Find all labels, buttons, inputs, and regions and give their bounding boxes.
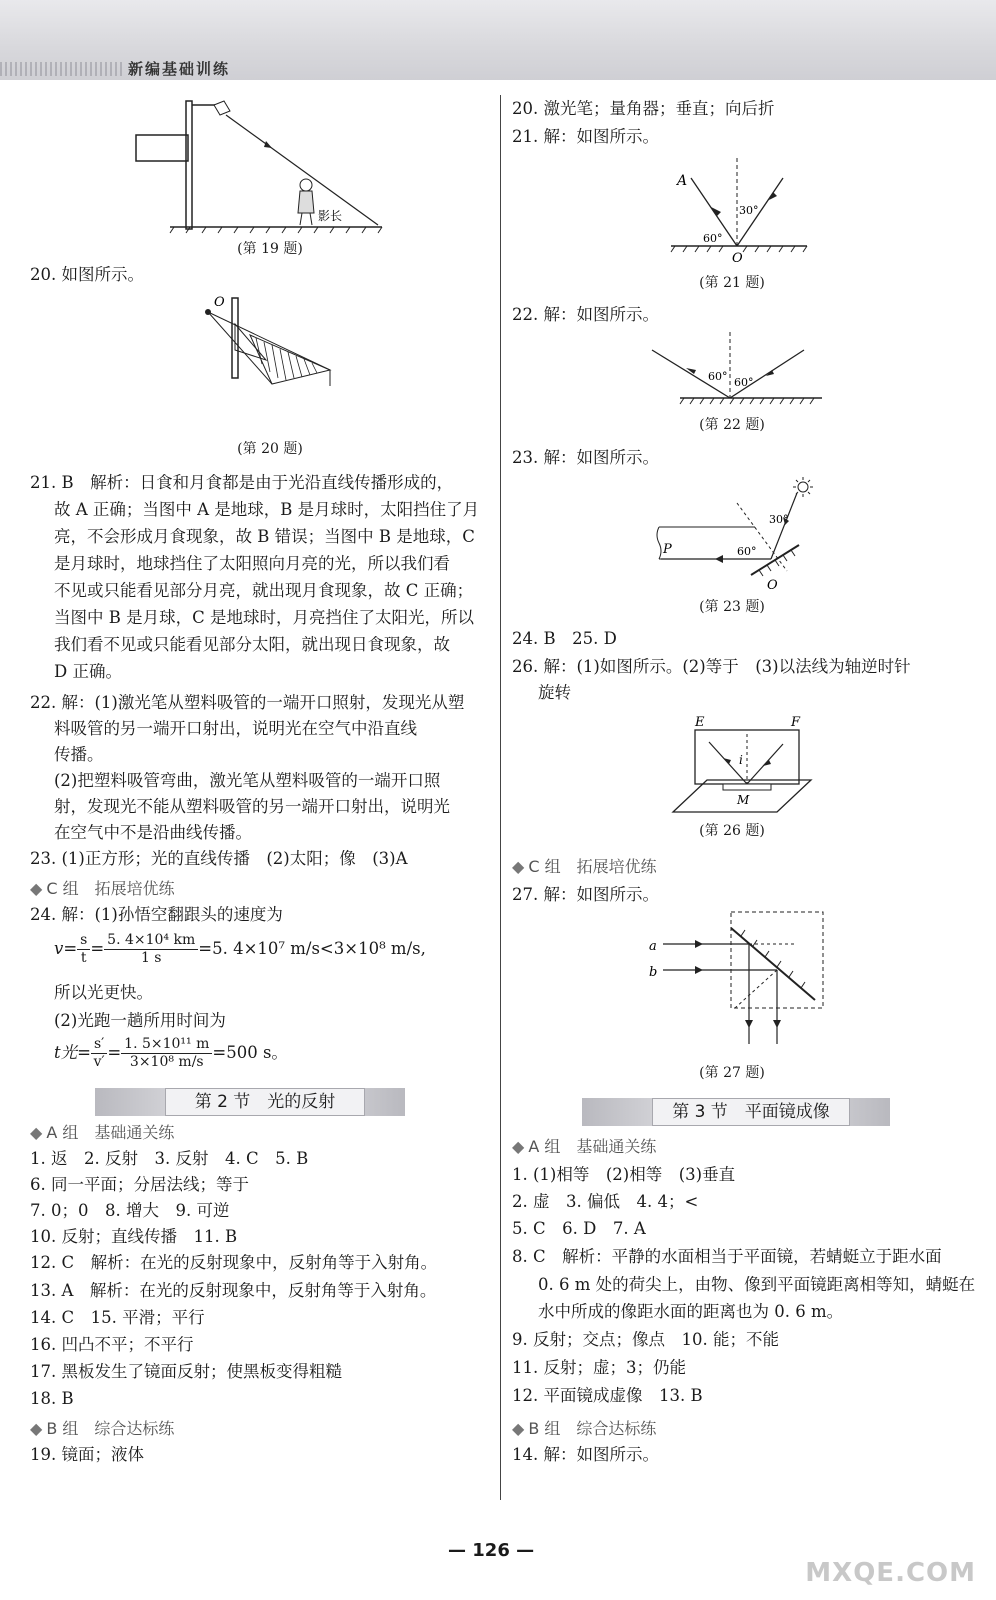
diamond-icon: ◆ xyxy=(512,1137,525,1156)
page-number: — 126 — xyxy=(448,1540,535,1561)
right-q27: 27. 解：如图所示。 xyxy=(512,885,659,904)
right-q14: 14. 解：如图所示。 xyxy=(512,1445,659,1464)
figure-23-angle-60: 60° xyxy=(737,545,757,558)
right-group-c-heading: ◆ C 组 拓展培优练 xyxy=(512,857,657,876)
text-line: (2)把塑料吸管弯曲，激光笔从塑料吸管的一端开口照 xyxy=(54,771,441,790)
figure-23-angle-30: 30° xyxy=(769,513,789,526)
left-q24-part2: (2)光跑一趟所用时间为 xyxy=(54,1011,226,1030)
left-q20: 20. 如图所示。 xyxy=(30,265,144,284)
figure-21-angle-30: 30° xyxy=(739,204,759,217)
figure-21-label-o: O xyxy=(732,251,743,265)
figure-27-label-b: b xyxy=(649,965,658,980)
figure-22-caption: (第 22 题) xyxy=(699,417,765,433)
text-line: 在空气中不是沿曲线传播。 xyxy=(54,823,252,842)
text-line: 1. 返 2. 反射 3. 反射 4. C 5. B xyxy=(30,1149,309,1168)
header-dot-pattern xyxy=(0,62,124,76)
text-line: 12. 平面镜成虚像 13. B xyxy=(512,1386,703,1405)
figure-26 xyxy=(665,712,815,820)
page-header xyxy=(0,0,996,80)
diamond-icon: ◆ xyxy=(30,1419,43,1438)
text-line: 10. 反射；直线传播 11. B xyxy=(30,1227,238,1246)
figure-22-angle-right: 60° xyxy=(734,376,754,389)
text-line: 不见或只能看见部分月亮，就出现月食现象，故 C 正确； xyxy=(54,581,474,600)
text-line: 料吸管的另一端开口射出，说明光在空气中沿直线 xyxy=(54,719,417,738)
text-line: 水中所成的像距水面的距离也为 0. 6 m。 xyxy=(538,1302,844,1321)
figure-26-label-i: i xyxy=(739,753,743,767)
text-line: 2. 虚 3. 偏低 4. 4；< xyxy=(512,1192,699,1211)
left-group-c-heading: ◆ C 组 拓展培优练 xyxy=(30,879,175,898)
text-line: 13. A 解析：在光的反射现象中，反射角等于入射角。 xyxy=(30,1281,437,1300)
figure-23 xyxy=(655,475,827,593)
left-q24-velocity: v= $\frac{s}{t}$ = $\frac{\text{5. 4×10⁴ km}}{1 s}$ =5. 4×10⁷ m/s<3×10⁸ m/s, xyxy=(54,932,426,966)
right-q24-25: 24. B 25. D xyxy=(512,629,617,648)
text-line: 是月球时，地球挡住了太阳照向月亮的光，所以我们看 xyxy=(54,554,450,573)
right-group-b-heading: ◆ B 组 综合达标练 xyxy=(512,1419,657,1438)
figure-19-caption: (第 19 题) xyxy=(237,241,303,257)
figure-27-caption: (第 27 题) xyxy=(699,1065,765,1081)
text-line: 22. 解：(1)激光笔从塑料吸管的一端开口照射，发现光从塑 xyxy=(30,693,465,712)
diamond-icon: ◆ xyxy=(512,857,525,876)
figure-21-label-a: A xyxy=(677,173,688,189)
text-line: 我们看不见或只能看见部分太阳，就出现日食现象，故 xyxy=(54,635,450,654)
section-3-banner xyxy=(582,1098,890,1126)
right-q26-line1: 26. 解：(1)如图所示。(2)等于 (3)以法线为轴逆时针 xyxy=(512,657,911,676)
left-q24-conclusion: 所以光更快。 xyxy=(54,983,153,1002)
text-line: 16. 凹凸不平；不平行 xyxy=(30,1335,194,1354)
text-line: 12. C 解析：在光的反射现象中，反射角等于入射角。 xyxy=(30,1253,438,1272)
figure-21-angle-60: 60° xyxy=(703,232,723,245)
left-group-b-heading: ◆ B 组 综合达标练 xyxy=(30,1419,175,1438)
figure-22-angle-left: 60° xyxy=(708,370,728,383)
figure-23-caption: (第 23 题) xyxy=(699,599,765,615)
left-q23: 23. (1)正方形；光的直线传播 (2)太阳；像 (3)A xyxy=(30,849,408,868)
text-line: 亮，不会形成月食现象，故 B 错误；当图中 B 是地球，C xyxy=(54,527,475,546)
diamond-icon: ◆ xyxy=(30,1123,43,1142)
right-group-a-heading: ◆ A 组 基础通关练 xyxy=(512,1137,657,1156)
figure-27-label-a: a xyxy=(649,939,657,954)
figure-26-label-f: F xyxy=(791,715,801,730)
section-2-banner xyxy=(95,1088,405,1116)
left-q19: 19. 镜面；液体 xyxy=(30,1445,144,1464)
text-line: 0. 6 m 处的荷尖上，由物、像到平面镜距离相等知，蜻蜓在 xyxy=(538,1275,976,1294)
figure-20-caption: (第 20 题) xyxy=(237,441,303,457)
diamond-icon: ◆ xyxy=(30,879,43,898)
section-2-title: 第 2 节 光的反射 xyxy=(165,1088,365,1116)
figure-26-caption: (第 26 题) xyxy=(699,823,765,839)
left-q24-head: 24. 解：(1)孙悟空翻跟头的速度为 xyxy=(30,905,283,924)
text-line: 21. B 解析：日食和月食都是由于光沿直线传播形成的， xyxy=(30,473,454,492)
left-q24-time: t光= $\frac{s'}{v'}$ = $\frac{\text{1. 5×10¹¹ m}}{\text{3×10⁸ m/s}}$ =500 s。 xyxy=(54,1036,288,1070)
figure-21 xyxy=(665,150,815,265)
text-line: 17. 黑板发生了镜面反射；使黑板变得粗糙 xyxy=(30,1362,342,1381)
section-3-title: 第 3 节 平面镜成像 xyxy=(652,1098,850,1126)
figure-26-label-m: M xyxy=(737,793,750,807)
text-line: 14. C 15. 平滑；平行 xyxy=(30,1308,205,1327)
figure-22 xyxy=(648,330,826,412)
shadow-label: 影长 xyxy=(318,209,343,223)
text-line: 6. 同一平面；分居法线；等于 xyxy=(30,1175,249,1194)
text-line: 7. 0；0 8. 增大 9. 可逆 xyxy=(30,1201,230,1220)
text-line: 传播。 xyxy=(54,745,104,764)
text-line: 5. C 6. D 7. A xyxy=(512,1219,646,1238)
figure-27 xyxy=(645,908,835,1058)
left-group-a-heading: ◆ A 组 基础通关练 xyxy=(30,1123,175,1142)
text-line: 18. B xyxy=(30,1389,74,1408)
text-line: 11. 反射；虚；3；仍能 xyxy=(512,1358,686,1377)
right-q26-line2: 旋转 xyxy=(538,683,571,702)
text-line: D 正确。 xyxy=(54,662,122,681)
right-q23: 23. 解：如图所示。 xyxy=(512,448,659,467)
text-line: 8. C 解析：平静的水面相当于平面镜，若蜻蜓立于距水面 xyxy=(512,1247,942,1266)
text-line: 9. 反射；交点；像点 10. 能；不能 xyxy=(512,1330,779,1349)
column-divider xyxy=(500,95,501,1500)
series-title: 新编基础训练 xyxy=(128,60,231,78)
text-line: 射，发现光不能从塑料吸管的另一端开口射出，说明光 xyxy=(54,797,450,816)
right-q22: 22. 解：如图所示。 xyxy=(512,305,659,324)
figure-23-label-p: P xyxy=(663,542,672,557)
right-q21: 21. 解：如图所示。 xyxy=(512,127,659,146)
text-line: 1. (1)相等 (2)相等 (3)垂直 xyxy=(512,1165,736,1184)
figure-20-label-o: O xyxy=(214,295,225,310)
watermark: MXQE.COM xyxy=(805,1558,976,1588)
text-line: 当图中 B 是月球，C 是地球时，月亮挡住了太阳光，所以 xyxy=(54,608,474,627)
figure-23-label-o: O xyxy=(767,578,778,593)
figure-21-caption: (第 21 题) xyxy=(699,275,765,291)
figure-20 xyxy=(190,290,350,435)
figure-26-label-e: E xyxy=(695,715,705,730)
right-q20: 20. 激光笔；量角器；垂直；向后折 xyxy=(512,99,775,118)
diamond-icon: ◆ xyxy=(512,1419,525,1438)
text-line: 故 A 正确；当图中 A 是地球，B 是月球时，太阳挡住了月 xyxy=(54,500,480,519)
